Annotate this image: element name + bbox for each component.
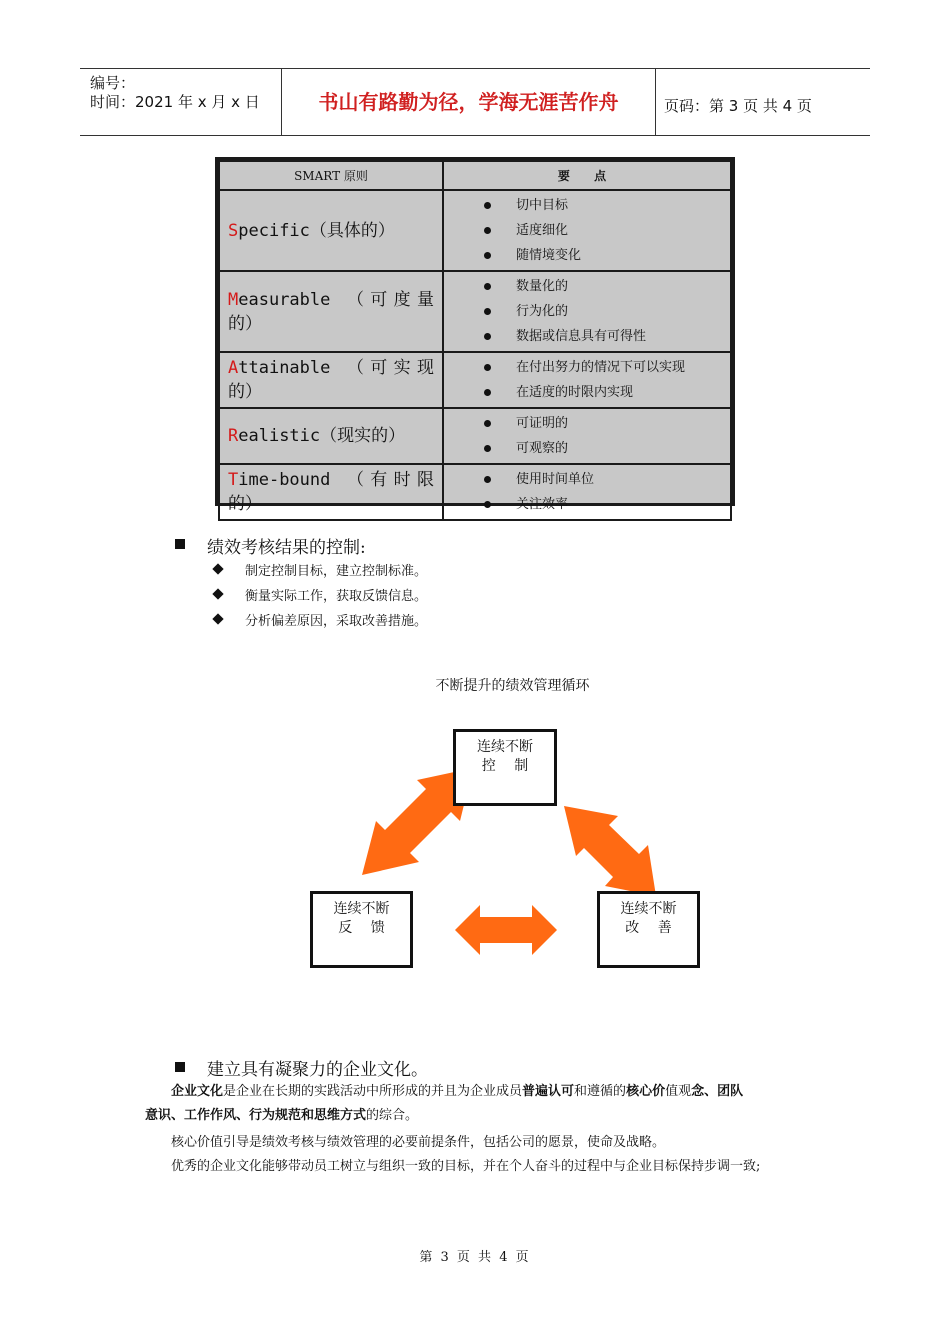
- list-item: 衡量实际工作，获取反馈信息。: [245, 589, 428, 604]
- bullet-dot-icon: [484, 476, 491, 483]
- smart-term-text: easurable （可度量的）: [228, 289, 434, 334]
- list-item: 制定控制目标，建立控制标准。: [245, 564, 428, 579]
- smart-term: [219, 352, 443, 408]
- header-motto: 书山有路勤为径，学海无涯苦作舟: [318, 90, 619, 114]
- list-item: 可观察的: [484, 436, 730, 461]
- double-arrow-icon: [455, 905, 557, 955]
- smart-term-text: ttainable （可实现的）: [228, 358, 434, 402]
- bullet-dot-icon: [484, 308, 491, 315]
- cycle-box-feedback: 连续不断 反 馈: [310, 891, 413, 968]
- list-item: 适度细化: [484, 218, 730, 243]
- list-item: 使用时间单位: [484, 467, 730, 492]
- smart-term: [219, 190, 443, 271]
- square-bullet-icon: [175, 539, 185, 549]
- bullet-dot-icon: [484, 445, 491, 452]
- smart-term-initial: A: [228, 358, 239, 378]
- list-item: 在适度的时限内实现: [484, 380, 730, 405]
- smart-points: [443, 271, 731, 352]
- document-number-label: 编号：: [90, 74, 136, 92]
- bullet-dot-icon: [484, 252, 491, 259]
- smart-col2-header: 要 点: [443, 161, 731, 190]
- list-item: 切中目标: [484, 193, 730, 218]
- list-item: 关注效率: [484, 492, 730, 517]
- smart-col1-header: SMART 原则: [219, 161, 443, 190]
- smart-points: [443, 464, 731, 520]
- diamond-bullet-icon: [212, 588, 223, 599]
- smart-term-text: ealistic（现实的）: [238, 426, 406, 446]
- smart-term: [219, 271, 443, 352]
- list-item: 在付出努力的情况下可以实现: [484, 355, 730, 380]
- smart-term-initial: T: [228, 470, 239, 490]
- smart-points: [443, 190, 731, 271]
- list-item: 数量化的: [484, 274, 730, 299]
- smart-table: [215, 157, 735, 514]
- bullet-dot-icon: [484, 283, 491, 290]
- smart-term-initial: S: [228, 220, 239, 241]
- cycle-box-control: 连续不断 控 制: [453, 729, 557, 806]
- header-top-rule: [80, 68, 870, 69]
- list-item: 可证明的: [484, 411, 730, 436]
- square-bullet-icon: [175, 1062, 185, 1072]
- smart-term-text: ime-bound （有时限的）: [228, 470, 434, 514]
- bullet-dot-icon: [484, 501, 491, 508]
- header-bottom-rule: [80, 135, 870, 136]
- document-date-label: 时间：2021 年 x 月 x 日: [90, 93, 260, 111]
- diamond-bullet-icon: [212, 613, 223, 624]
- smart-term-initial: R: [228, 426, 239, 446]
- smart-points: [443, 408, 731, 464]
- page-footer: 第 3 页 共 4 页: [419, 1250, 531, 1265]
- bullet-dot-icon: [484, 202, 491, 209]
- diagram-title: 不断提升的绩效管理循环: [435, 678, 590, 694]
- bullet-dot-icon: [484, 227, 491, 234]
- bullet-dot-icon: [484, 389, 491, 396]
- culture-paragraph: 企业文化是企业在长期的实践活动中所形成的并且为企业成员普遍认可和遵循的核心价值观念、团队 意识、工作作风、行为规范和思维方式的综合。: [145, 1084, 744, 1123]
- bullet-dot-icon: [484, 333, 491, 340]
- culture-paragraph: 核心价值引导是绩效考核与绩效管理的必要前提条件，包括公司的愿景，使命及战略。: [171, 1135, 666, 1150]
- list-item: 分析偏差原因，采取改善措施。: [245, 614, 428, 629]
- header-page-label: 页码：第 3 页 共 4 页: [664, 97, 812, 115]
- diamond-bullet-icon: [212, 563, 223, 574]
- smart-term-text: pecific（具体的）: [238, 220, 395, 241]
- smart-term: [219, 464, 443, 520]
- bullet-dot-icon: [484, 420, 491, 427]
- double-arrow-icon: [564, 806, 656, 896]
- section-heading: 绩效考核结果的控制:: [207, 538, 366, 558]
- culture-paragraph: 优秀的企业文化能够带动员工树立与组织一致的目标，并在个人奋斗的过程中与企业目标保持步调一致;: [171, 1159, 761, 1174]
- section-heading: 建立具有凝聚力的企业文化。: [207, 1060, 428, 1080]
- smart-points: [443, 352, 731, 408]
- header-divider: [655, 68, 656, 136]
- bullet-dot-icon: [484, 364, 491, 371]
- list-item: 随情境变化: [484, 243, 730, 268]
- list-item: 数据或信息具有可得性: [484, 324, 730, 349]
- list-item: 行为化的: [484, 299, 730, 324]
- smart-term: [219, 408, 443, 464]
- cycle-box-improve: 连续不断 改 善: [597, 891, 700, 968]
- smart-term-initial: M: [228, 289, 239, 310]
